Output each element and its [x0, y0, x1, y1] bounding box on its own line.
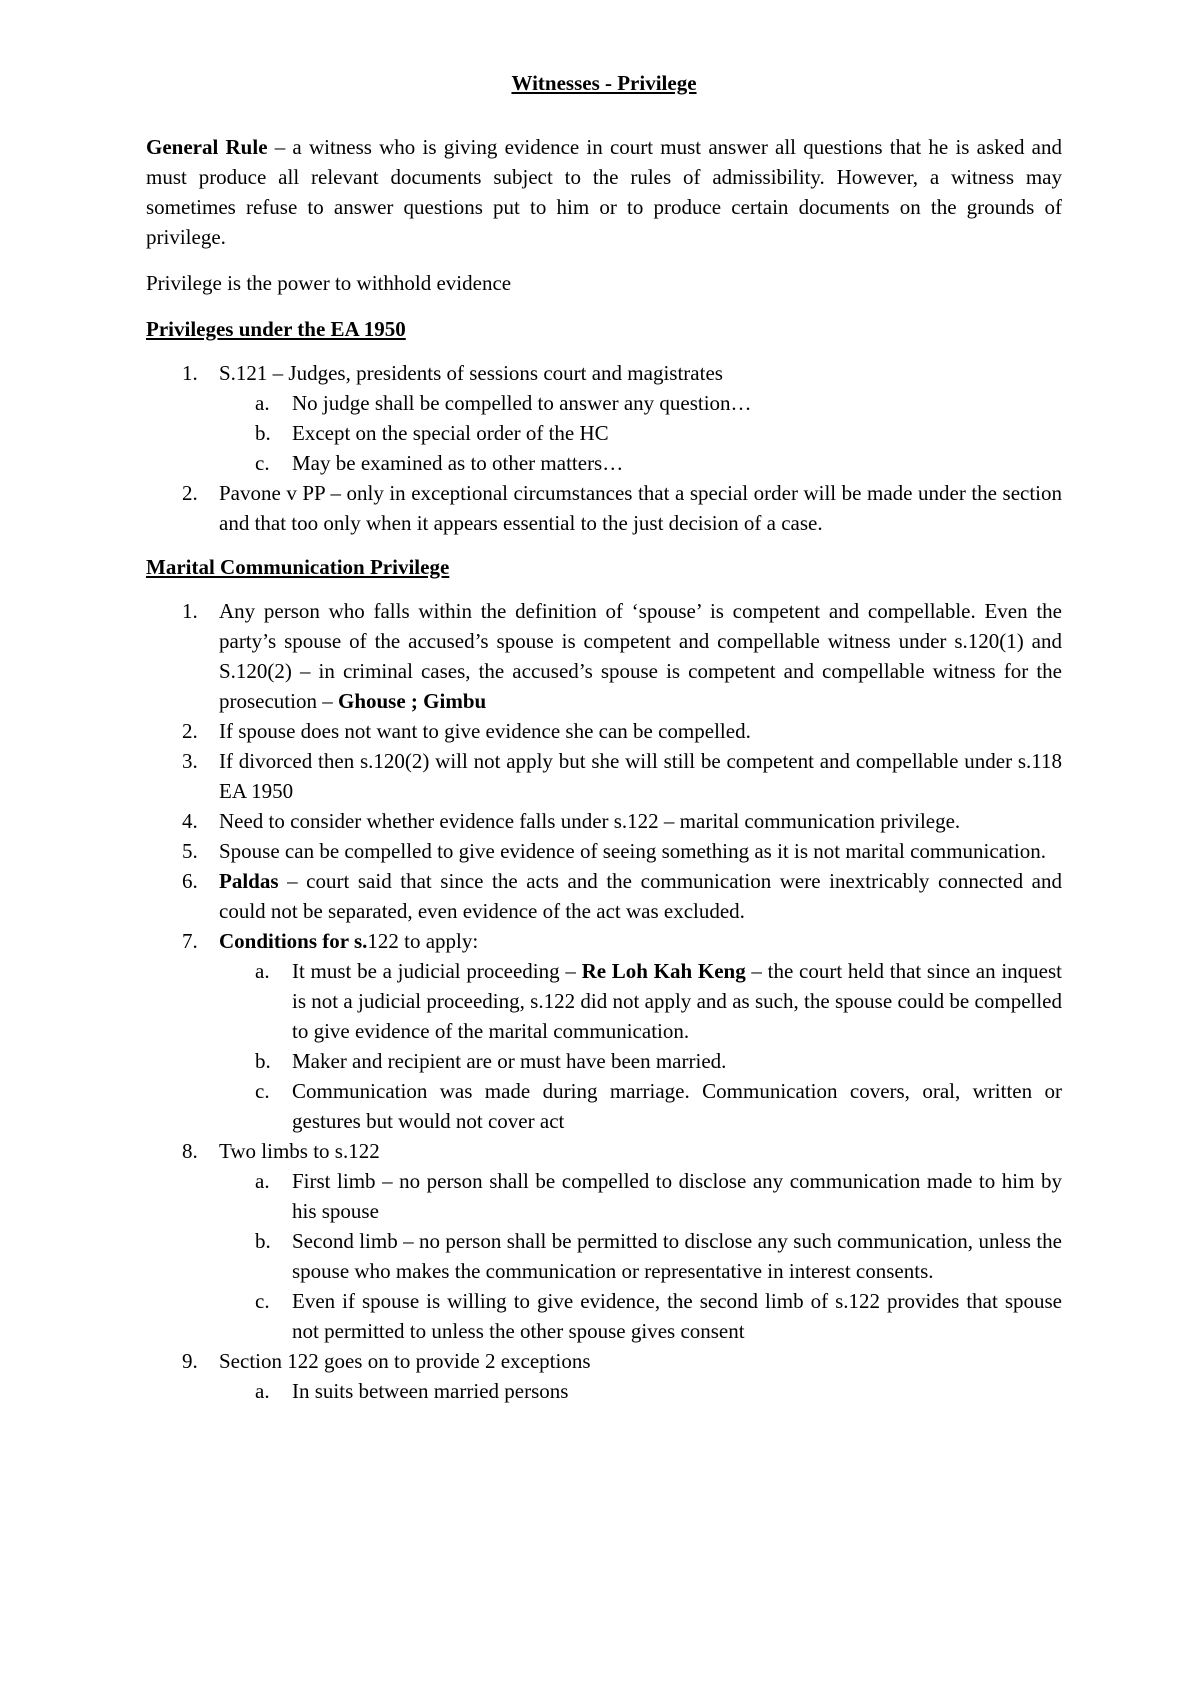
list-item-text: If spouse does not want to give evidence she can be compelled. [219, 719, 751, 743]
list-number: 1. [182, 599, 198, 623]
conditions-label: Conditions for s. [219, 929, 368, 953]
sub-list [219, 1166, 1062, 1346]
list-item [146, 358, 1062, 478]
list-item-text: Two limbs to s.122 [219, 1139, 380, 1163]
sub-list-item-text: – the court held that since an inquest is not a judicial proceeding, s.122 did not apply and as such, the spouse could be compelled to give evidence of the marital communication. [292, 959, 1062, 1043]
case-name: Re Loh Kah Keng [581, 959, 746, 983]
sub-list-letter: a. [255, 959, 270, 983]
list-number: 3. [182, 749, 198, 773]
sub-list-item-text: Communication was made during marriage. Communication covers, oral, written or gestures but would not cover act [292, 1079, 1062, 1133]
list-number: 7. [182, 929, 198, 953]
list-item [146, 866, 1062, 926]
sub-list-item-text: May be examined as to other matters… [292, 451, 624, 475]
sub-list-item [219, 1226, 1062, 1286]
sub-list-letter: c. [255, 1289, 270, 1313]
sub-list-item [219, 1046, 1062, 1076]
list-number: 4. [182, 809, 198, 833]
section-heading-ea-privileges: Privileges under the EA 1950 [146, 317, 406, 341]
general-rule-paragraph [146, 132, 1062, 252]
case-name: Paldas [219, 869, 279, 893]
list-item-text: Pavone v PP – only in exceptional circumstances that a special order will be made under the section and that too only when it appears essential to the just decision of a case. [219, 481, 1062, 535]
list-item-text: Need to consider whether evidence falls under s.122 – marital communication privilege. [219, 809, 961, 833]
sub-list-letter: a. [255, 1379, 270, 1403]
sub-list-item [219, 1376, 1062, 1406]
sub-list-item-text: Maker and recipient are or must have been married. [292, 1049, 727, 1073]
list-item-text: – court said that since the acts and the communication were inextricably connected and could not be separated, even evidence of the act was excluded. [219, 869, 1062, 923]
sub-list-item-text: In suits between married persons [292, 1379, 569, 1403]
sub-list-item [219, 956, 1062, 1046]
sub-list-letter: b. [255, 421, 271, 445]
list-item [146, 1346, 1062, 1406]
sub-list-letter: b. [255, 1049, 271, 1073]
sub-list-letter: b. [255, 1229, 271, 1253]
sub-list-item-text: No judge shall be compelled to answer any question… [292, 391, 752, 415]
list-item [146, 478, 1062, 538]
sub-list-item-text: Second limb – no person shall be permitted to disclose any such communication, unless the spouse who makes the communication or representative in interest consents. [292, 1229, 1062, 1283]
privilege-definition: Privilege is the power to withhold evidence [146, 271, 512, 295]
list-item [146, 926, 1062, 1136]
list-item [146, 746, 1062, 806]
list-number: 2. [182, 719, 198, 743]
sub-list-item [219, 1166, 1062, 1226]
list-item-text: Any person who falls within the definition of ‘spouse’ is competent and compellable. Even the party’s spouse of the accused’s spouse is competent and compellable witness under s.120(1) and S.120(2) – in criminal cases, the accused’s spouse is competent and compellable witness for the prosecution – [219, 599, 1062, 713]
list-item [146, 716, 1062, 746]
sub-list-item-text: Except on the special order of the HC [292, 421, 609, 445]
sub-list-item [219, 418, 1062, 448]
sub-list-item-text: It must be a judicial proceeding – [292, 959, 582, 983]
general-rule-text: – a witness who is giving evidence in court must answer all questions that he is asked and must produce all relevant documents subject to the rules of admissibility. However, a witness may sometimes refuse to answer questions put to him or to produce certain documents on the grounds of privilege. [146, 135, 1062, 249]
list-number: 8. [182, 1139, 198, 1163]
ea-privileges-list [146, 358, 1062, 538]
marital-privilege-list [146, 596, 1062, 1406]
list-item [146, 596, 1062, 716]
list-item-text: 122 to apply: [367, 929, 479, 953]
sub-list [219, 1376, 1062, 1406]
list-number: 6. [182, 869, 198, 893]
case-names: Ghouse ; Gimbu [337, 689, 487, 713]
list-item-text: If divorced then s.120(2) will not apply but she will still be competent and compellable under s.118 EA 1950 [219, 749, 1062, 803]
sub-list-item [219, 448, 1062, 478]
section-heading-marital-privilege: Marital Communication Privilege [146, 555, 450, 579]
sub-list [219, 388, 1062, 478]
sub-list-item-text: First limb – no person shall be compelled to disclose any communication made to him by his spouse [292, 1169, 1062, 1223]
list-number: 2. [182, 481, 198, 505]
sub-list-letter: c. [255, 1079, 270, 1103]
sub-list [219, 956, 1062, 1136]
sub-list-letter: a. [255, 391, 270, 415]
list-item-text: Spouse can be compelled to give evidence of seeing something as it is not marital communication. [219, 839, 1046, 863]
sub-list-item [219, 1076, 1062, 1136]
sub-list-item [219, 1286, 1062, 1346]
list-item-text: S.121 – Judges, presidents of sessions court and magistrates [219, 361, 723, 385]
list-number: 5. [182, 839, 198, 863]
list-item-text: Section 122 goes on to provide 2 exceptions [219, 1349, 591, 1373]
sub-list-letter: a. [255, 1169, 270, 1193]
list-number: 1. [182, 361, 198, 385]
list-number: 9. [182, 1349, 198, 1373]
list-item [146, 836, 1062, 866]
sub-list-item-text: Even if spouse is willing to give evidence, the second limb of s.122 provides that spouse not permitted to unless the other spouse gives consent [292, 1289, 1062, 1343]
page-title: Witnesses - Privilege [511, 71, 697, 95]
document-page [146, 68, 1062, 1420]
sub-list-letter: c. [255, 451, 270, 475]
list-item [146, 806, 1062, 836]
general-rule-label: General Rule [146, 135, 268, 159]
list-item [146, 1136, 1062, 1346]
sub-list-item [219, 388, 1062, 418]
